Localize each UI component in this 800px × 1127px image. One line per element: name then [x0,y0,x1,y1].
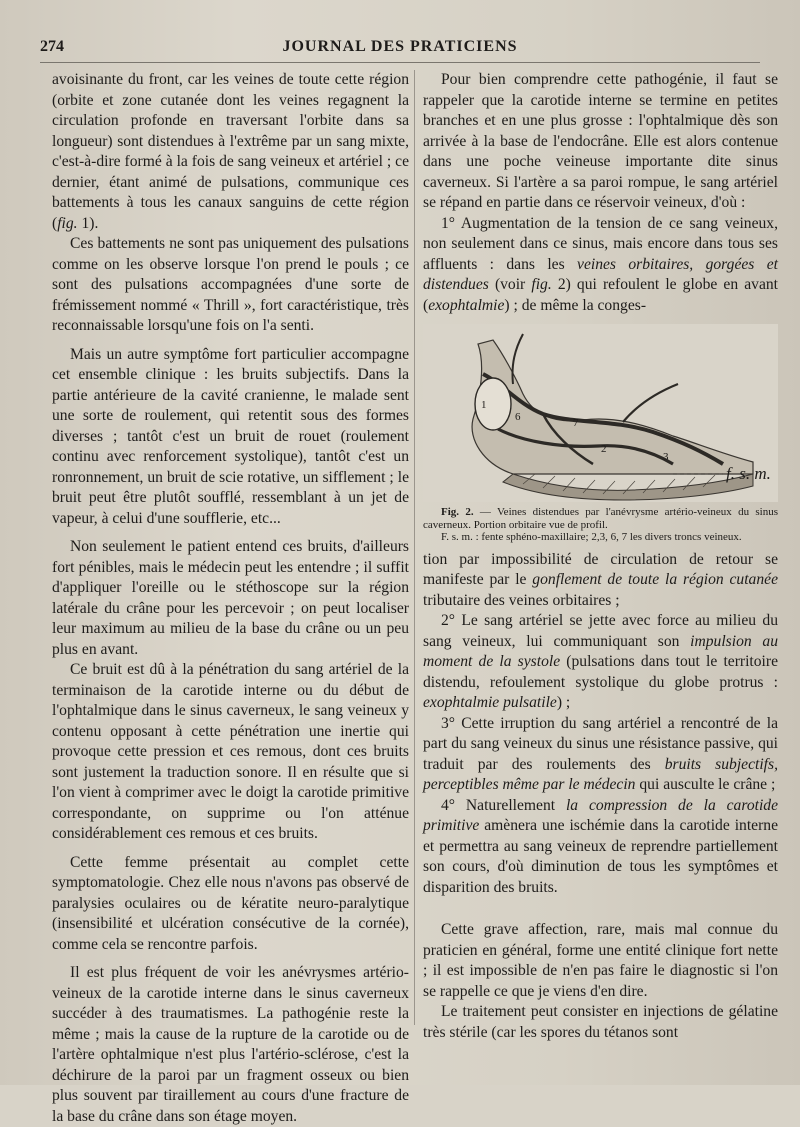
paragraph: Il est plus fréquent de voir les anévrysmes artério-veineux de la carotide interne dans le sinus caverneux succéder à des traumatismes. La pathogénie reste la même ; mais la cause de la rupture de la carotide ou de l'artère ophtalmique n'est plus l'artério-sclérose, c'est la déchirure de la paroi par un fragment osseux ou bien plus souvent par tiraillement au cours d'une fracture de la base du crâne dans son étage moyen. [52,964,409,1125]
paragraph: 2° Le sang artériel se jette avec force au milieu du sang veineux, lui communiquant son impulsion au moment de la systole (pulsations dans tout le territoire distendu, refoulement systolique du globe protrus : exophtalmie pulsatile) ; [423,612,779,711]
paragraph: Cette femme présentait au complet cette symptomatologie. Chez elle nous n'avons pas observé de paralysies oculaires ou de kératite neuro-paralytique (insensibilité et ulcération consécutive de la cornée), comme cela se rencontre parfois. [52,853,409,953]
left-column [52,70,409,1125]
figure-2 [423,324,778,544]
paragraph: tion par impossibilité de circulation de retour se manifeste par le gonflement de toute la région cutanée tributaire des veines orbitaires ; [423,550,778,609]
journal-title: JOURNAL DES PRATICIENS [282,38,518,55]
paragraph: Cette grave affection, rare, mais mal connue du praticien en général, forme une entité clinique fort nette ; il est impossible de n'en pas faire le diagnostic si l'on se rappelle ce que je viens d'en dire. [423,921,778,1000]
paragraph: Ces battements ne sont pas uniquement des pulsations comme on les observe lorsque l'on prend le pouls ; ce sont des pulsations accompagnées d'une sorte de frémissement nommé « Thrill », fort caractéristique, très reconnaissable lorsqu'une fois on l'a senti. [52,235,409,334]
paragraph: 1° Augmentation de la tension de ce sang veineux, non seulement dans ce sinus, mais encore dans tous ses affluents : dans les veines orbitaires, gorgées et distendues (voir fig. 2) qui refoulent le globe en avant (exophtalmie) ; de même la conges- [423,214,779,314]
paragraph: Non seulement le patient entend ces bruits, d'ailleurs fort pénibles, mais le médecin peut les entendre ; il suffit d'appliquer l'oreille ou le stéthoscope sur la région latérale du crâne pour les percevoir ; on peut localiser leur maximum au milieu de la base du crâne ou un peu plus en avant. [52,538,409,658]
column-divider [414,70,415,1025]
page-header [40,36,760,63]
figure-caption: Fig. 2. — Veines distendues par l'anévrysme artério-veineux du sinus caverneux. Portion orbitaire vue de profil. F. s. m. : fente sphéno-maxillaire; 2,3, 6, 7 les divers troncs veineux. [423,506,778,543]
orbital-veins-illustration [423,324,778,502]
label-fsm: f. s. m. [726,464,771,483]
page-number: 274 [40,38,64,55]
label-3: 3 [663,451,669,463]
right-column [423,70,779,1041]
paragraph: Ce bruit est dû à la pénétration du sang artériel de la terminaison de la carotide interne ou du début de l'ophtalmique dans le sinus caverneux, le sang veineux y contenu opposant à cette pénétration une inertie qui provoque cette pression et ces remous, dont ces bruits sont justement la traduction sonore. Il en résulte que si l'on vient à comprimer avec le doigt la carotide primitive correspondante, on supprime ou l'on atténue considérablement ces remous et ces bruits. [52,661,409,842]
paragraph: Le traitement peut consister en injections de gélatine très stérile (car les spores du tétanos sont [423,1003,778,1041]
label-6: 6 [515,411,521,423]
paragraph: 4° Naturellement la compression de la carotide primitive amènera une ischémie dans la carotide interne et permettra au sang veineux de reprendre partiellement son cours, d'où diminution de tous les symptômes et disparition des bruits. [423,796,778,896]
paragraph: avoisinante du front, car les veines de toute cette région (orbite et zone cutanée dont les veines regagnent la circulation profonde en traversant l'orbite dans sa longueur) sont distendues à l'extrême par un sang mixte, c'est-à-dire formé à la fois de sang veineux et artériel ; ce dernier, étant animé de pulsations, communique ces battements à tous les canaux sanguins de cette région (fig. 1). [52,71,409,232]
label-2: 2 [601,443,607,455]
paragraph: Pour bien comprendre cette pathogénie, il faut se rappeler que la carotide interne se termine en petites branches et en une plus grosse : l'ophtalmique dès son arrivée à la base de l'endocrâne. Elle est alors contenue dans une poche veineuse importante dite sinus caverneux. Si l'artère a sa paroi rompue, le sang artériel se répand en partie dans ce réservoir veineux, d'où : [423,71,778,211]
label-7: 7 [573,417,579,429]
figure-number: Fig. 2. [441,506,474,518]
label-1: 1 [481,399,487,411]
paragraph: Mais un autre symptôme fort particulier accompagne cet ensemble clinique : les bruits subjectifs. Dans la partie antérieure de la cavité cranienne, le malade sent une sorte de roulement, qui retentit sous des formes diverses ; tantôt c'est un bruit de rouet (roulement continu avec renforcement systolique), tantôt c'est un ronronnement, un bruit de scie rotative, un sifflement ; le bruit peut être plutôt soufflé, ressemblant à un jet de vapeur, à celui d'une soufflerie, etc... [52,345,409,527]
paragraph: 3° Cette irruption du sang artériel a rencontré de la part du sang veineux du sinus une résistance passive, qui traduit par des roulements des bruits subjectifs, perceptibles même par le médecin qui ausculte le crâne ; [423,714,778,793]
